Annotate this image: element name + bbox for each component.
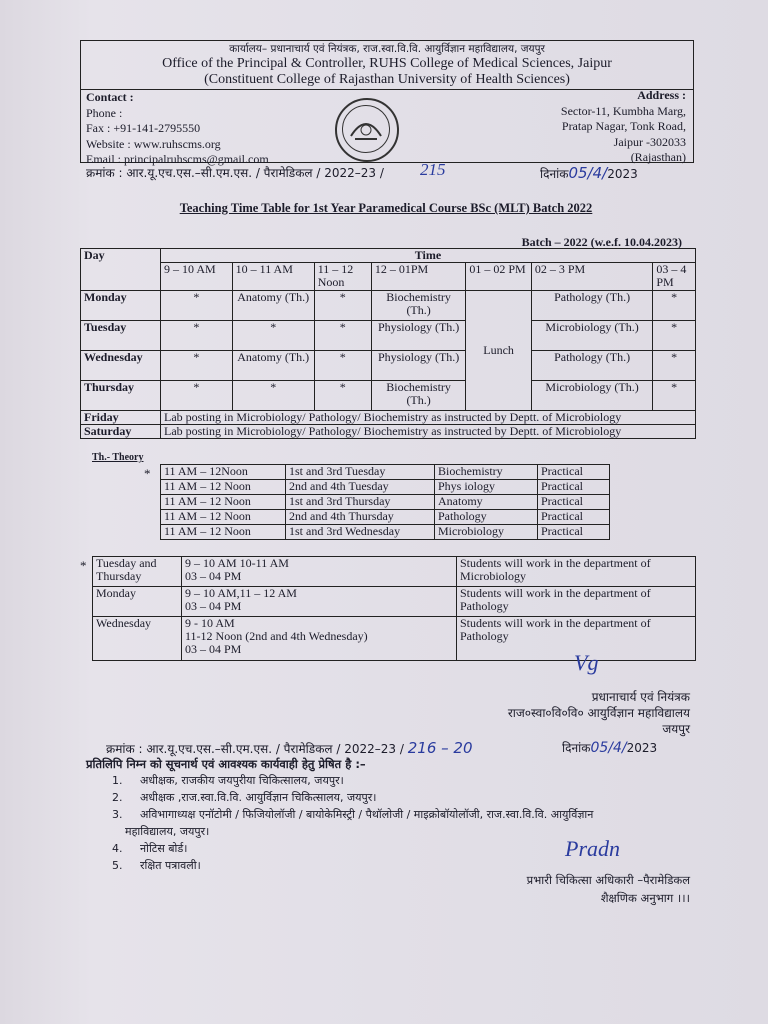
contact-fax: Fax : +91-141-2795550 (86, 121, 201, 135)
header-day: Day (81, 249, 161, 291)
day-thursday: Thursday (81, 381, 161, 411)
table-cell: * (160, 351, 232, 381)
table-cell: * (314, 321, 371, 351)
table-row (93, 617, 696, 661)
principal-title: प्रधानाचार्य एवं नियंत्रक (591, 690, 690, 704)
table-cell: Anatomy (Th.) (232, 291, 314, 321)
college-logo-inner-icon (342, 105, 390, 153)
officer-signature: Pradn (565, 836, 620, 861)
day-saturday: Saturday (81, 425, 161, 439)
table-cell: * (232, 321, 314, 351)
principal-city: जयपुर (662, 722, 690, 736)
practical-table (160, 464, 610, 540)
list-item: 3. अविभागाध्यक्ष एनॉटोमी / फिजियोलॉजी / बायोकेमिस्ट्री / पैथॉलोजी / माइक्रोबॉयोलॉजी, राज.स्वा.वि.वि. आयुर्विज्ञान (112, 808, 594, 821)
header-time: Time (160, 249, 695, 263)
officer-block (440, 871, 690, 907)
contact-website: Website : www.ruhscms.org (86, 136, 221, 151)
table-cell: * (160, 291, 232, 321)
date-2-handwritten: 05/4/ (590, 740, 627, 756)
practical-star: * (144, 466, 151, 481)
department-table (92, 556, 696, 661)
officer-section: शैक्षणिक अनुभाग ।।। (600, 891, 690, 905)
reference-number-1: क्रमांक : आर.यू.एच.एस.–सी.एम.एस. / पैरामेडिकल / 2022–23 / (86, 166, 384, 180)
address-line2: Pratap Nagar, Tonk Road, (561, 119, 686, 133)
table-cell: Wednesday (93, 617, 182, 661)
table-row (93, 557, 696, 587)
dept-star: * (80, 558, 87, 573)
date-1 (540, 164, 638, 182)
table-cell: * (160, 321, 232, 351)
slot-7: 03 – 4 PM (653, 263, 696, 291)
table-row (161, 510, 610, 525)
contact-block (86, 90, 269, 168)
principal-signature: Vg (574, 650, 599, 675)
table-cell: Students will work in the department of Microbiology (457, 557, 696, 587)
table-cell: Phys iology (435, 480, 538, 495)
table-cell: 9 - 10 AM 11-12 Noon (2nd and 4th Wednesday) 03 – 04 PM (182, 617, 457, 661)
date-1-year: 2023 (607, 167, 638, 181)
table-cell: Students will work in the department of Pathology (457, 587, 696, 617)
theory-note: Th.- Theory (92, 452, 144, 463)
slot-3: 11 – 12 Noon (314, 263, 371, 291)
table-cell: Students will work in the department of Pathology (457, 617, 696, 661)
day-tuesday: Tuesday (81, 321, 161, 351)
table-cell: 1st and 3rd Thursday (286, 495, 435, 510)
address-line1: Sector-11, Kumbha Marg, (560, 103, 686, 118)
table-cell: Tuesday and Thursday (93, 557, 182, 587)
day-monday: Monday (81, 291, 161, 321)
table-cell: Biochemistry (Th.) (371, 381, 466, 411)
table-cell: Practical (538, 465, 610, 480)
table-cell: 9 – 10 AM 10-11 AM 03 – 04 PM (182, 557, 457, 587)
table-cell: Anatomy (Th.) (232, 351, 314, 381)
table-cell: Microbiology (Th.) (531, 381, 653, 411)
table-cell: Monday (93, 587, 182, 617)
slot-4: 12 – 01PM (371, 263, 466, 291)
table-cell: 11 AM – 12 Noon (161, 480, 286, 495)
table-cell: * (314, 381, 371, 411)
letterhead-constituent: (Constituent College of Rajasthan University of Health Sciences) (204, 72, 570, 87)
day-wednesday: Wednesday (81, 351, 161, 381)
table-cell: Pathology (435, 510, 538, 525)
principal-college: राज०स्वा०वि०वि० आयुर्विज्ञान महाविद्यालय (507, 706, 690, 720)
reference-handwritten-1: 215 (420, 160, 446, 179)
table-cell: Biochemistry (Th.) (371, 291, 466, 321)
table-cell: 1st and 3rd Tuesday (286, 465, 435, 480)
page-title: Teaching Time Table for 1st Year Paramedical Course BSc (MLT) Batch 2022 (179, 201, 593, 215)
table-cell: 2nd and 4th Tuesday (286, 480, 435, 495)
list-item: 2. अधीक्षक ,राज.स्वा.वि.वि. आयुर्विज्ञान चिकित्सालय, जयपुर। (112, 791, 377, 804)
table-row (161, 480, 610, 495)
date-2 (562, 739, 657, 756)
table-cell: Physiology (Th.) (371, 351, 466, 381)
table-row (161, 495, 610, 510)
table-cell: * (232, 381, 314, 411)
table-cell: * (160, 381, 232, 411)
list-item: 4. नोटिस बोर्ड। (112, 842, 188, 855)
table-cell: * (653, 291, 696, 321)
table-cell: 1st and 3rd Wednesday (286, 525, 435, 540)
table-row (161, 465, 610, 480)
contact-label: Contact : (86, 90, 134, 104)
letterhead-hindi: कार्यालय– प्रधानाचार्य एवं नियंत्रक, राज.स्वा.वि.वि. आयुर्विज्ञान महाविद्यालय, जयपुर (229, 43, 545, 55)
slot-5: 01 – 02 PM (466, 263, 531, 291)
batch-label: Batch – 2022 (w.e.f. 10.04.2023) (521, 235, 682, 249)
date-2-year: 2023 (626, 741, 658, 755)
reference-2-handwritten: 216 – 20 (407, 739, 473, 757)
table-cell: Practical (538, 480, 610, 495)
slot-2: 10 – 11 AM (232, 263, 314, 291)
table-cell: * (653, 351, 696, 381)
table-cell: * (653, 381, 696, 411)
slot-6: 02 – 3 PM (531, 263, 653, 291)
table-cell: 2nd and 4th Thursday (286, 510, 435, 525)
table-cell: Biochemistry (435, 465, 538, 480)
address-line4: (Rajasthan) (630, 150, 686, 164)
copy-to-line: प्रतिलिपि निम्न को सूचनार्थ एवं आवश्यक कार्यवाही हेतु प्रेषित है :– (86, 757, 366, 771)
date-2-label: दिनांक (562, 741, 591, 755)
contact-email: Email : principalruhscms@gmail.com (86, 152, 269, 166)
table-cell: 9 – 10 AM,11 – 12 AM 03 – 04 PM (182, 587, 457, 617)
letterhead-box (80, 40, 694, 90)
timetable (80, 248, 696, 439)
table-cell: Practical (538, 525, 610, 540)
table-cell: Pathology (Th.) (531, 351, 653, 381)
table-cell: 11 AM – 12 Noon (161, 525, 286, 540)
table-cell: Pathology (Th.) (531, 291, 653, 321)
list-item-continued: महाविद्यालय, जयपुर। (125, 825, 210, 838)
lunch-cell: Lunch (466, 291, 531, 411)
table-cell: Practical (538, 495, 610, 510)
table-cell: * (653, 321, 696, 351)
table-row (161, 525, 610, 540)
friday-text: Lab posting in Microbiology/ Pathology/ Biochemistry as instructed by Deptt. of Microbiology (160, 411, 695, 425)
address-line3: Jaipur -302033 (613, 134, 686, 149)
table-cell: * (314, 351, 371, 381)
day-friday: Friday (81, 411, 161, 425)
letterhead-office: Office of the Principal & Controller, RUHS College of Medical Sciences, Jaipur (162, 56, 612, 71)
date-1-handwritten: 05/4/ (568, 164, 608, 182)
table-cell: 11 AM – 12 Noon (161, 510, 286, 525)
officer-title: प्रभारी चिकित्सा अधिकारी –पैरामेडिकल (526, 873, 690, 887)
principal-block (440, 689, 690, 737)
date-1-label: दिनांक (540, 167, 569, 181)
list-item: 1. अधीक्षक, राजकीय जयपुरीया चिकित्सालय, जयपुर। (112, 774, 344, 787)
table-cell: Anatomy (435, 495, 538, 510)
address-label: Address : (637, 88, 686, 102)
slot-1: 9 – 10 AM (160, 263, 232, 291)
table-cell: * (314, 291, 371, 321)
contact-phone: Phone : (86, 105, 123, 120)
table-cell: Practical (538, 510, 610, 525)
saturday-text: Lab posting in Microbiology/ Pathology/ Biochemistry as instructed by Deptt. of Microbiology (160, 425, 695, 439)
table-cell: 11 AM – 12 Noon (161, 495, 286, 510)
table-cell: Physiology (Th.) (371, 321, 466, 351)
reference-2-text: क्रमांक : आर.यू.एच.एस.–सी.एम.एस. / पैरामेडिकल / 2022–23 / (106, 742, 404, 756)
table-row (93, 587, 696, 617)
reference-number-2 (106, 739, 473, 757)
table-cell: 11 AM – 12Noon (161, 465, 286, 480)
table-cell: Microbiology (435, 525, 538, 540)
table-cell: Microbiology (Th.) (531, 321, 653, 351)
address-block (480, 88, 686, 166)
list-item: 5. रक्षित पत्रावली। (112, 859, 201, 872)
